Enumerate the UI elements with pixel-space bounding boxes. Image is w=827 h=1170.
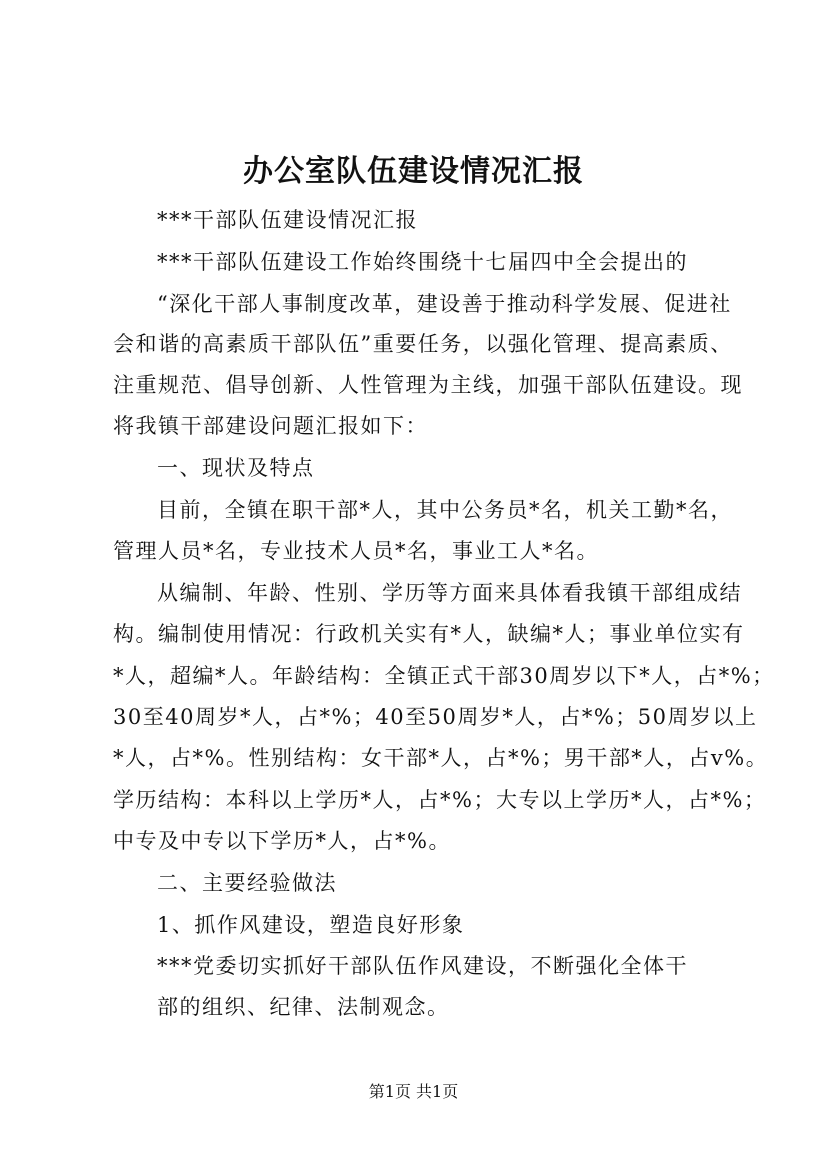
section-heading: 二、主要经验做法	[157, 871, 337, 895]
subsection-heading: 1、抓作风建设，塑造良好形象	[157, 913, 465, 937]
text-line: ***党委切实抓好干部队伍作风建设，不断强化全体干	[157, 954, 688, 978]
text-line: 构。编制使用情况：行政机关实有*人，缺编*人；事业单位实有	[113, 622, 745, 646]
text-line: 从编制、年龄、性别、学历等方面来具体看我镇干部组成结	[157, 581, 742, 605]
section-heading: 一、现状及特点	[157, 456, 315, 480]
page-number-footer: 第1页 共1页	[368, 1082, 459, 1101]
text-line: 30至40周岁*人，占*%；40至50周岁*人，占*%；50周岁以上	[113, 705, 758, 729]
text-line: 管理人员*名，专业技术人员*名，事业工人*名。	[113, 539, 599, 563]
document-title: 办公室队伍建设情况汇报	[243, 154, 584, 189]
text-line: 学历结构：本科以上学历*人，占*%；大专以上学历*人，占*%；	[113, 788, 767, 812]
text-line: *人，超编*人。年龄结构：全镇正式干部30周岁以下*人，占*%；	[113, 664, 775, 688]
text-line: 目前，全镇在职干部*人，其中公务员*名，机关工勤*名，	[157, 498, 733, 522]
text-line: 会和谐的高素质干部队伍”重要任务，以强化管理、提高素质、	[113, 332, 733, 356]
text-line: ***干部队伍建设工作始终围绕十七届四中全会提出的	[157, 250, 688, 274]
text-line: “深化干部人事制度改革，建设善于推动科学发展、促进社	[157, 292, 732, 316]
text-line: 注重规范、倡导创新、人性管理为主线，加强干部队伍建设。现	[113, 373, 743, 397]
text-line: 中专及中专以下学历*人，占*%。	[113, 829, 451, 853]
text-line: 部的组织、纪律、法制观念。	[157, 995, 450, 1019]
text-line: 将我镇干部建设问题汇报如下：	[113, 414, 428, 438]
text-line: *人，占*%。性别结构：女干部*人，占*%；男干部*人，占v%。	[113, 746, 769, 770]
text-line-subtitle: ***干部队伍建设情况汇报	[157, 208, 418, 232]
